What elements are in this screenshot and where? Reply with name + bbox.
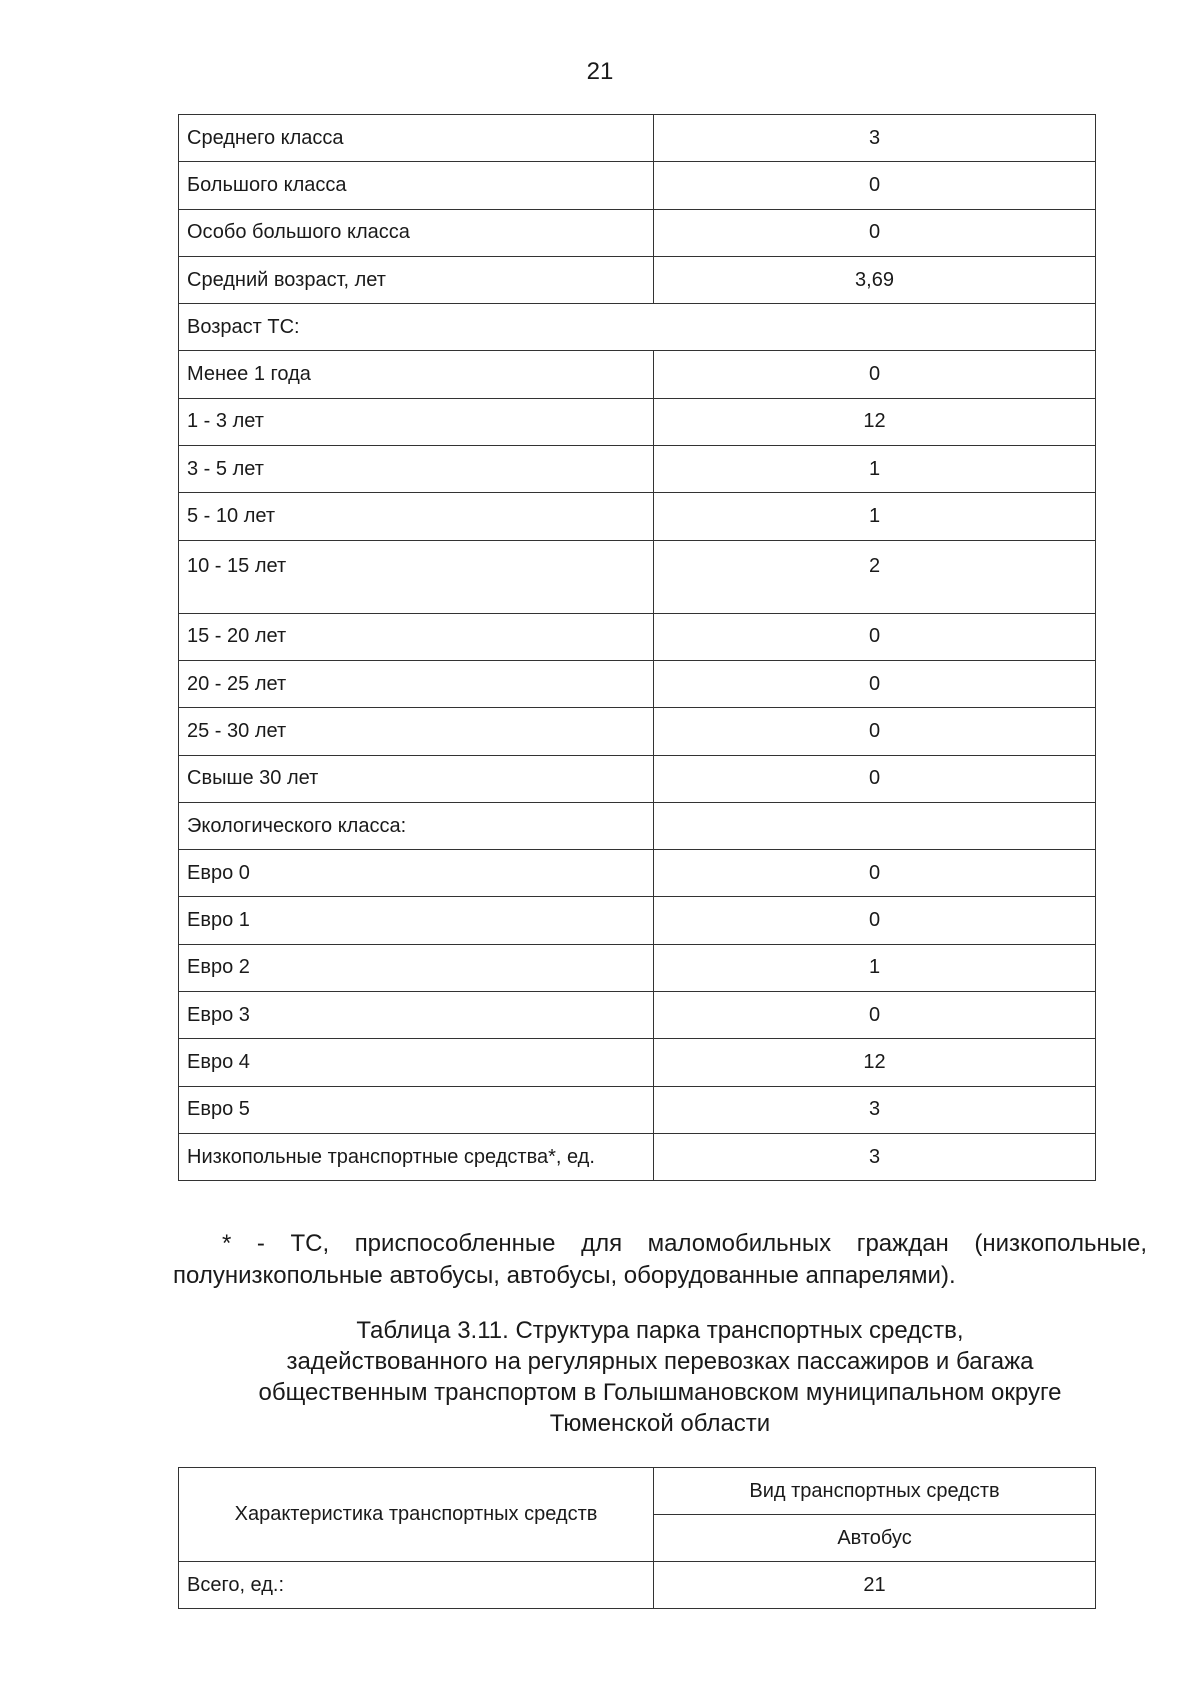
table-row — [179, 660, 1096, 707]
table-row — [179, 162, 1096, 209]
table-row — [179, 493, 1096, 540]
row-value: 0 — [654, 209, 1096, 256]
row-value: 3,69 — [654, 256, 1096, 303]
row-value: 0 — [654, 351, 1096, 398]
row-value: 12 — [654, 1039, 1096, 1086]
header-characteristic: Характеристика транспортных средств — [179, 1468, 654, 1562]
row-label: Низкопольные транспортные средства*, ед. — [179, 1133, 654, 1180]
caption-line: задействованного на регулярных перевозках пассажиров и багажа — [286, 1348, 1034, 1375]
footnote: * - ТС, приспособленные для маломобильных граждан (низкопольные, полунизкопольные автобусы, автобусы, оборудованные аппарелями). — [173, 1230, 1147, 1289]
table-row — [179, 209, 1096, 256]
table-row — [179, 613, 1096, 660]
page-number: 21 — [586, 58, 614, 85]
table-row — [179, 944, 1096, 991]
row-value: 2 — [654, 540, 1096, 613]
row-label: 15 - 20 лет — [179, 613, 654, 660]
fleet-structure-table — [178, 1467, 1096, 1609]
row-value: 0 — [654, 660, 1096, 707]
table-row — [179, 850, 1096, 897]
row-value: 0 — [654, 850, 1096, 897]
row-label: Средний возраст, лет — [179, 256, 654, 303]
vehicle-age-ecoclass-table — [178, 114, 1096, 1181]
row-label: Евро 2 — [179, 944, 654, 991]
table-row — [179, 446, 1096, 493]
row-label: Большого класса — [179, 162, 654, 209]
section-label: Возраст ТС: — [179, 304, 1096, 351]
row-value: 0 — [654, 708, 1096, 755]
row-value: 1 — [654, 446, 1096, 493]
caption-line: общественным транспортом в Голышмановском муниципальном округе — [258, 1379, 1062, 1406]
section-row-age — [179, 304, 1096, 351]
row-label: 3 - 5 лет — [179, 446, 654, 493]
row-value: 0 — [654, 897, 1096, 944]
header-vehicle-type: Вид транспортных средств — [654, 1468, 1096, 1515]
table-row — [179, 708, 1096, 755]
caption-line: Тюменской области — [549, 1410, 771, 1437]
row-label: Среднего класса — [179, 115, 654, 162]
table-row — [179, 1039, 1096, 1086]
row-label: Евро 0 — [179, 850, 654, 897]
row-label: Свыше 30 лет — [179, 755, 654, 802]
section-label: Экологического класса: — [179, 802, 654, 849]
row-value — [654, 802, 1096, 849]
row-label: 1 - 3 лет — [179, 398, 654, 445]
table-row — [179, 256, 1096, 303]
row-value: 21 — [654, 1562, 1096, 1609]
row-value: 0 — [654, 992, 1096, 1039]
row-label: Всего, ед.: — [179, 1562, 654, 1609]
table-header-row — [179, 1468, 1096, 1515]
row-label: Евро 5 — [179, 1086, 654, 1133]
row-label: 20 - 25 лет — [179, 660, 654, 707]
table-row — [179, 1562, 1096, 1609]
row-value: 1 — [654, 944, 1096, 991]
row-value: 0 — [654, 755, 1096, 802]
table-row — [179, 115, 1096, 162]
row-label: Евро 3 — [179, 992, 654, 1039]
row-label: Евро 4 — [179, 1039, 654, 1086]
row-value: 1 — [654, 493, 1096, 540]
table-caption — [160, 1315, 1160, 1439]
caption-line: Таблица 3.11. Структура парка транспортных средств, — [356, 1317, 964, 1344]
table-row — [179, 755, 1096, 802]
table-row — [179, 398, 1096, 445]
row-value: 3 — [654, 1133, 1096, 1180]
row-value: 3 — [654, 115, 1096, 162]
section-row-eco — [179, 802, 1096, 849]
row-value: 0 — [654, 613, 1096, 660]
row-label: 10 - 15 лет — [179, 540, 654, 613]
table-row — [179, 992, 1096, 1039]
table-row — [179, 351, 1096, 398]
row-value: 12 — [654, 398, 1096, 445]
row-label: Менее 1 года — [179, 351, 654, 398]
table-row — [179, 1086, 1096, 1133]
table-row — [179, 540, 1096, 613]
row-label: 5 - 10 лет — [179, 493, 654, 540]
header-bus: Автобус — [654, 1515, 1096, 1562]
row-label: 25 - 30 лет — [179, 708, 654, 755]
row-value: 0 — [654, 162, 1096, 209]
row-label: Евро 1 — [179, 897, 654, 944]
row-value: 3 — [654, 1086, 1096, 1133]
table-row — [179, 897, 1096, 944]
row-label: Особо большого класса — [179, 209, 654, 256]
table-row — [179, 1133, 1096, 1180]
